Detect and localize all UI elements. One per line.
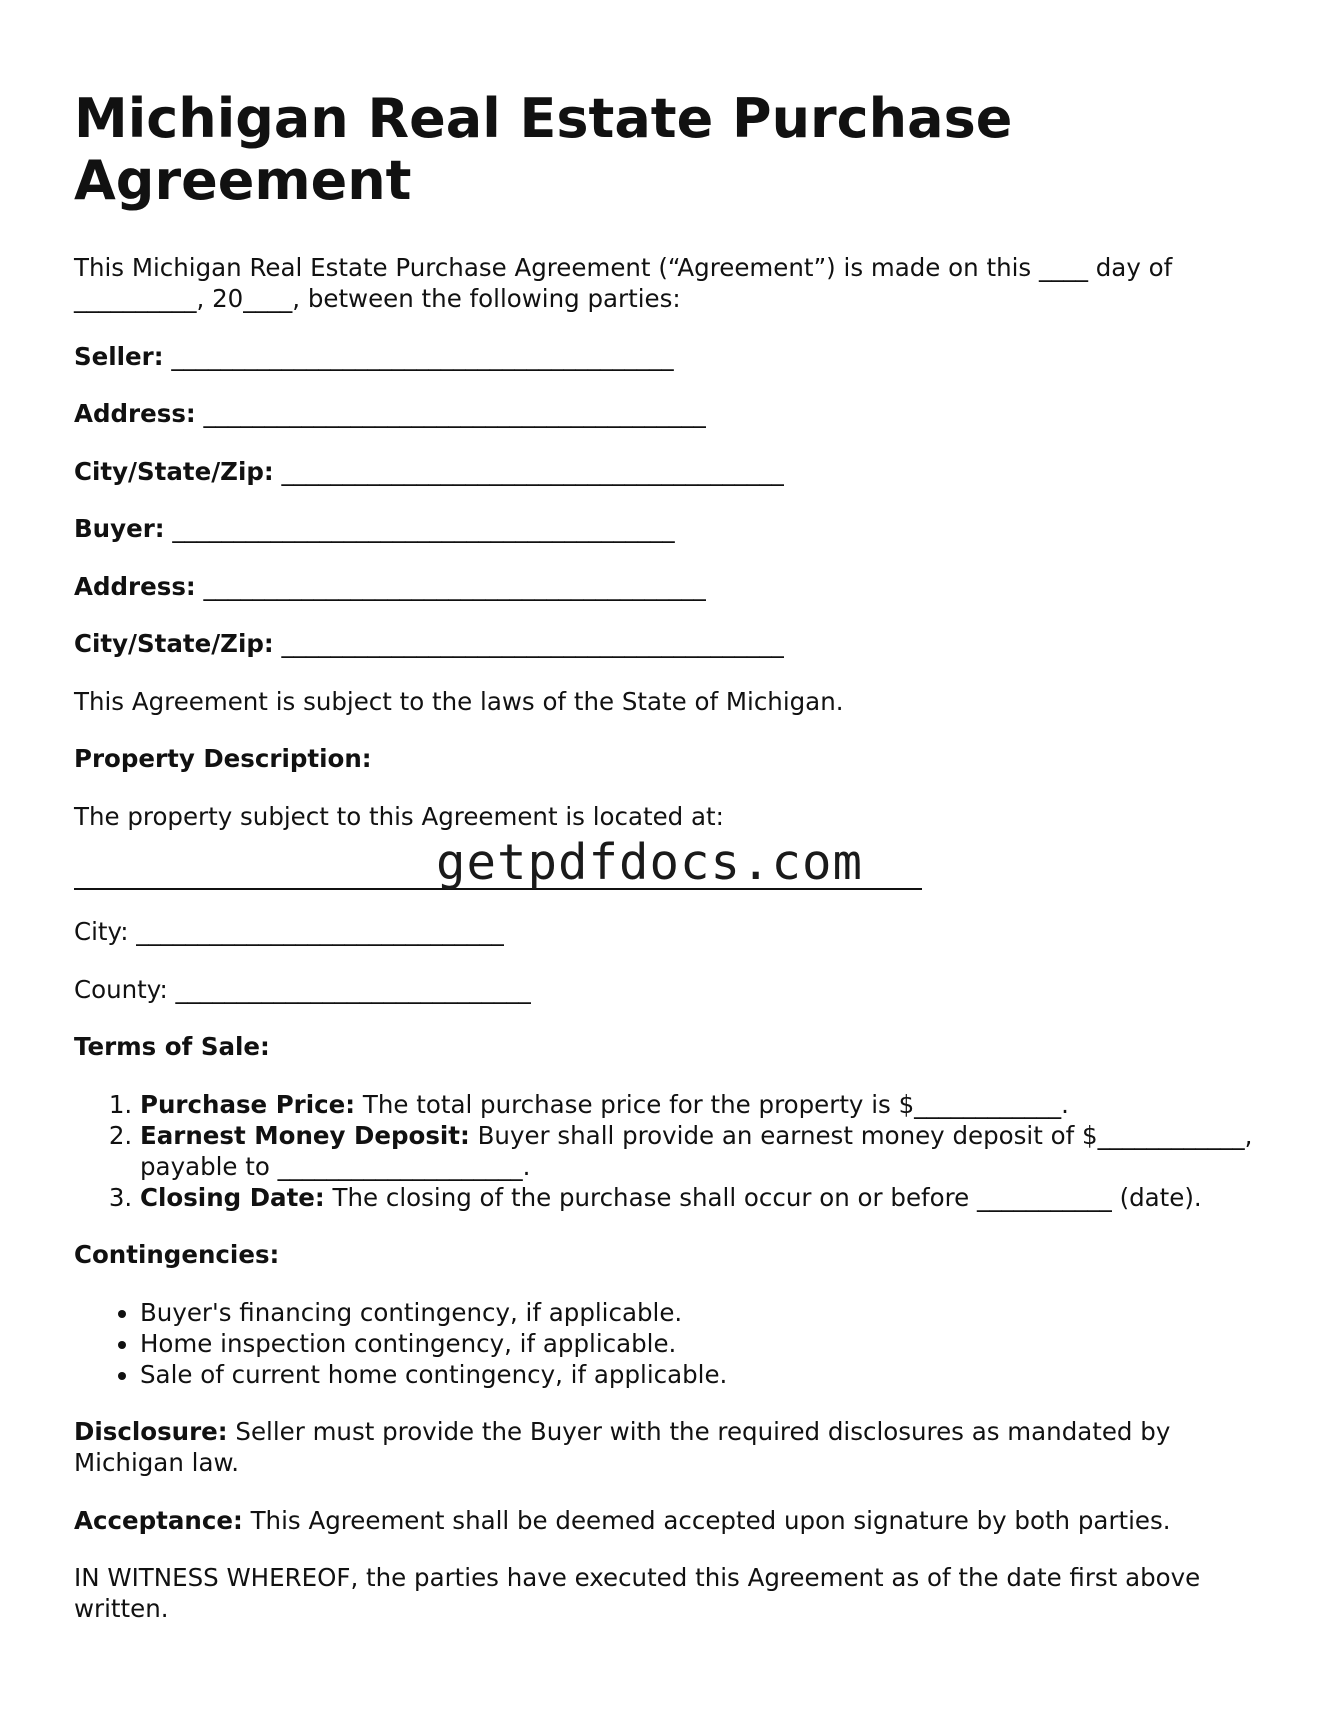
term-text: Buyer shall provide an earnest money deposit of $____________, payable to ____________________. xyxy=(140,1120,1253,1181)
field-blank[interactable]: _________________________________________ xyxy=(203,571,706,601)
field-blank[interactable]: _____________________________ xyxy=(175,974,531,1004)
buyer-city-state-zip-field xyxy=(74,628,1274,659)
field-blank[interactable]: _________________________________________ xyxy=(172,514,675,543)
field-label: Seller: xyxy=(74,341,164,371)
intro-paragraph: This Michigan Real Estate Purchase Agreement (“Agreement”) is made on this ____ day of __________, 20____, between the following parties: xyxy=(74,253,1173,313)
contingencies-heading: Contingencies: xyxy=(74,1240,280,1269)
buyer-address-field xyxy=(74,571,1274,602)
field-label: County: xyxy=(74,974,168,1004)
document-page xyxy=(74,88,1274,1624)
field-blank[interactable]: _________________________________________ xyxy=(203,399,706,428)
acceptance-label: Acceptance: xyxy=(74,1505,243,1535)
document-title: Michigan Real Estate Purchase Agreement xyxy=(74,87,1013,212)
field-label: City/State/Zip: xyxy=(74,456,274,486)
term-text: The closing of the purchase shall occur on or before ___________ (date). xyxy=(332,1182,1202,1212)
disclosure-text: Seller must provide the Buyer with the required disclosures as mandated by Michigan law. xyxy=(74,1417,1171,1477)
field-label: City/State/Zip: xyxy=(74,629,274,658)
field-blank[interactable]: _________________________________________ xyxy=(171,341,674,371)
list-item: • Sale of current home contingency, if applicable. xyxy=(140,1359,1274,1390)
field-label: Address: xyxy=(74,399,196,428)
field-blank[interactable]: _________________________________________ xyxy=(281,629,784,658)
term-label: Purchase Price: xyxy=(140,1089,356,1119)
terms-heading: Terms of Sale: xyxy=(74,1032,270,1061)
term-text: The total purchase price for the property is $____________. xyxy=(362,1089,1069,1119)
term-label: Earnest Money Deposit: xyxy=(140,1120,470,1150)
seller-city-state-zip-field xyxy=(74,456,1274,487)
seller-field xyxy=(74,341,1274,372)
field-label: Address: xyxy=(74,571,196,601)
county-field xyxy=(74,974,1274,1005)
buyer-field xyxy=(74,513,1274,544)
term-label: Closing Date: xyxy=(140,1182,325,1212)
property-address-blank[interactable] xyxy=(74,833,922,891)
witness-paragraph: IN WITNESS WHEREOF, the parties have executed this Agreement as of the date first above written. xyxy=(74,1563,1201,1623)
field-blank[interactable]: ______________________________ xyxy=(136,917,504,946)
seller-address-field xyxy=(74,398,1274,429)
field-blank[interactable]: _________________________________________ xyxy=(281,456,784,486)
property-heading: Property Description: xyxy=(74,744,372,773)
field-label: City: xyxy=(74,917,129,946)
contingencies-list xyxy=(74,1297,1274,1390)
list-item: • Buyer's financing contingency, if applicable. xyxy=(140,1297,1274,1328)
city-field xyxy=(74,916,1274,947)
terms-list xyxy=(74,1089,1274,1213)
list-item xyxy=(140,1120,1274,1182)
list-item: • Home inspection contingency, if applicable. xyxy=(140,1328,1274,1359)
watermark-text: getpdfdocs.com xyxy=(436,833,864,891)
disclosure-paragraph xyxy=(74,1416,1274,1478)
field-label: Buyer: xyxy=(74,514,165,543)
list-item xyxy=(140,1182,1274,1213)
property-location-text: The property subject to this Agreement is located at: xyxy=(74,801,724,831)
list-item xyxy=(140,1089,1274,1120)
acceptance-text: This Agreement shall be deemed accepted upon signature by both parties. xyxy=(250,1505,1171,1535)
acceptance-paragraph xyxy=(74,1505,1274,1536)
governing-law-text: This Agreement is subject to the laws of the State of Michigan. xyxy=(74,686,844,716)
disclosure-label: Disclosure: xyxy=(74,1417,228,1446)
